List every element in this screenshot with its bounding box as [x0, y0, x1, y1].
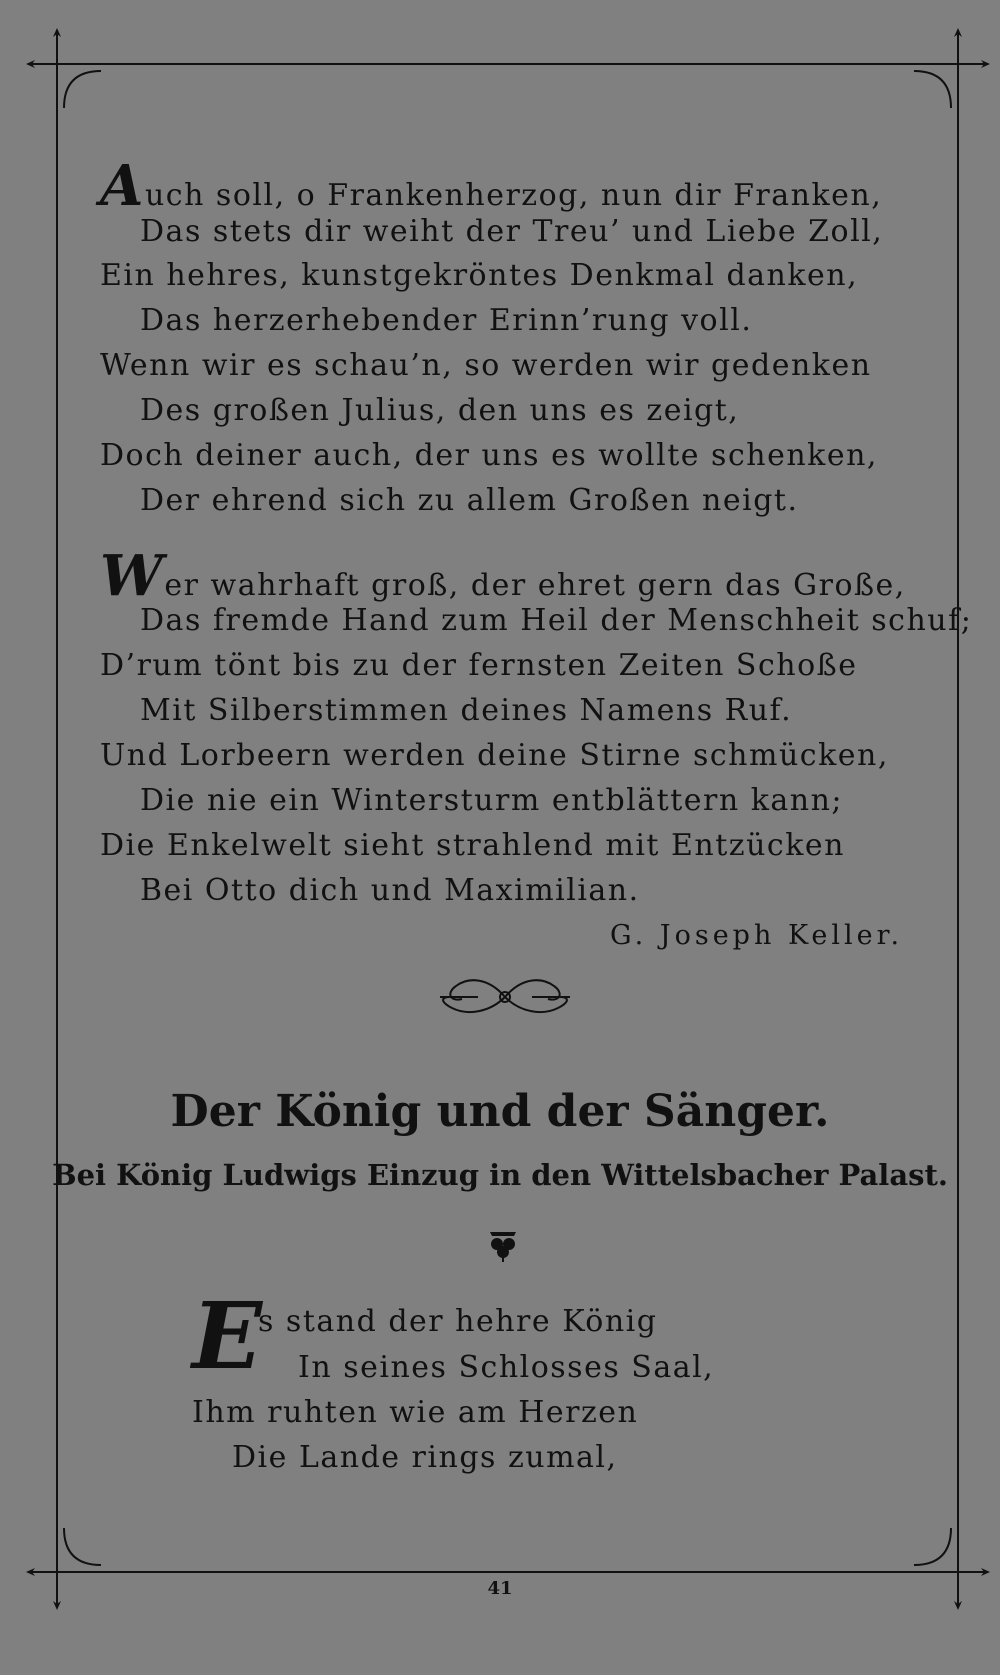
poem-line: Die Enkelwelt sieht strahlend mit Entzücken: [100, 828, 845, 863]
drop-initial: E: [192, 1282, 263, 1390]
poem-line: Die nie ein Wintersturm entblättern kann;: [140, 783, 844, 818]
poem-line: Das stets dir weiht der Treu’ und Liebe Zoll,: [140, 214, 884, 249]
leaf-ornament-icon: [488, 1228, 518, 1264]
poem-line: Die Lande rings zumal,: [232, 1440, 618, 1475]
poem-2-title: Der König und der Sänger.: [170, 1086, 830, 1137]
poem-line-text: er wahrhaft groß, der ehret gern das Große,: [164, 568, 906, 603]
poem-line: Mit Silberstimmen deines Namens Ruf.: [140, 693, 793, 728]
poem-line: Das fremde Hand zum Heil der Menschheit schuf;: [140, 603, 973, 638]
poem-line: In seines Schlosses Saal,: [298, 1350, 715, 1385]
poem-line: D’rum tönt bis zu der fernsten Zeiten Schoße: [100, 648, 858, 683]
poem-line-text: uch soll, o Frankenherzog, nun dir Franken,: [144, 178, 883, 213]
poem-author: G. Joseph Keller.: [610, 920, 904, 951]
floral-ornament-icon: [438, 972, 572, 1022]
poem-line: [100, 543, 906, 609]
poem-line: [100, 153, 883, 219]
poem-line: Und Lorbeern werden deine Stirne schmücken,: [100, 738, 889, 773]
poem-line: Das herzerhebender Erinn’rung voll.: [140, 303, 753, 338]
poem-line: Bei Otto dich und Maximilian.: [140, 873, 640, 908]
poem-line: Der ehrend sich zu allem Großen neigt.: [140, 483, 799, 518]
drop-initial: W: [100, 543, 165, 609]
poem-line: Ein hehres, kunstgekröntes Denkmal danken,: [100, 258, 859, 293]
poem-line: Ihm ruhten wie am Herzen: [192, 1395, 639, 1430]
drop-initial: A: [100, 153, 145, 219]
page-number: 41: [487, 1578, 513, 1599]
poem-line: Des großen Julius, den uns es zeigt,: [140, 393, 740, 428]
poem-line: s stand der hehre König: [258, 1304, 658, 1339]
poem-line: Doch deiner auch, der uns es wollte schenken,: [100, 438, 878, 473]
poem-line: Wenn wir es schau’n, so werden wir gedenken: [100, 348, 872, 383]
poem-2-subtitle: Bei König Ludwigs Einzug in den Wittelsbacher Palast.: [52, 1158, 948, 1192]
